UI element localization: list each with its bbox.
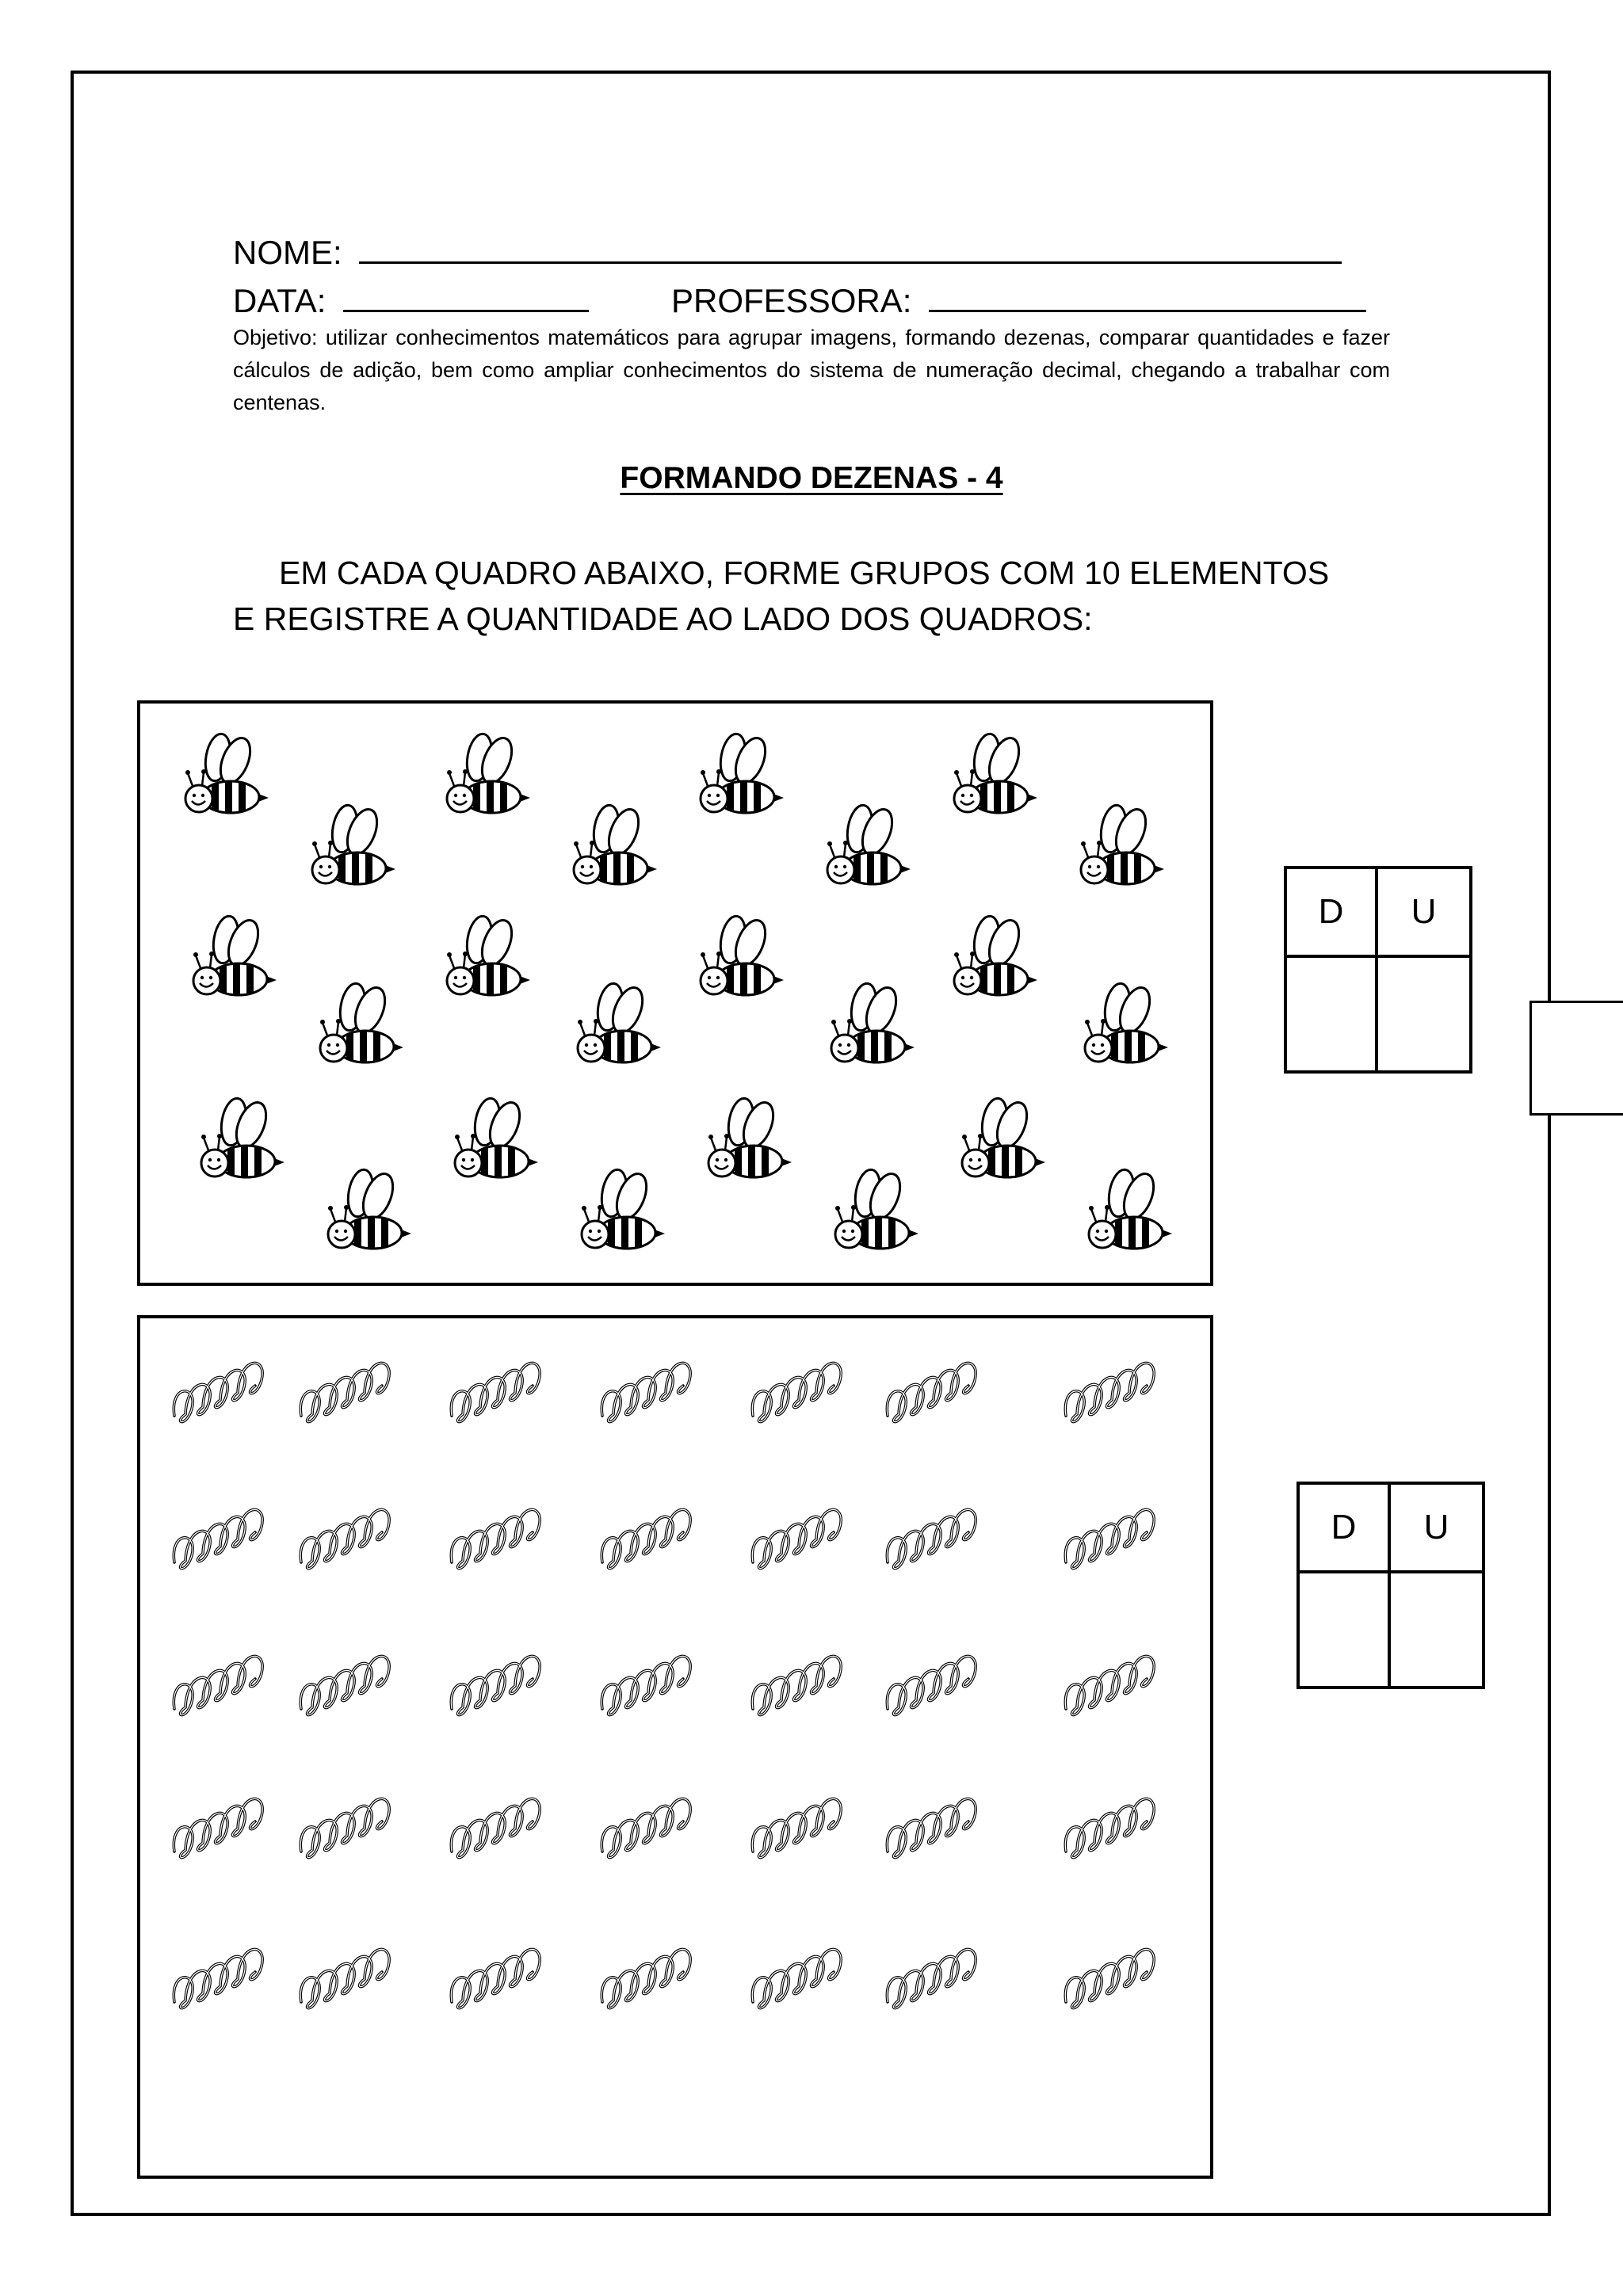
spring-icon <box>601 1949 690 2008</box>
worksheet-title-text: FORMANDO DEZENAS - 4 <box>620 461 1003 495</box>
spring-icon <box>752 1949 841 2008</box>
units-header: U <box>1391 1485 1482 1573</box>
spring-icon <box>1065 1949 1154 2008</box>
bee-icon <box>447 914 530 998</box>
spring-icon <box>174 1798 262 1857</box>
objective-text: Objetivo: utilizar conhecimentos matemáticos para agrupar imagens, formando dezenas, comparar quantidades e fazer cálculos de adição, bem como ampliar conhecimentos do sistema de numeração decimal, chegando a trabalhar com centenas. <box>233 326 1390 414</box>
bee-icon <box>962 1097 1045 1180</box>
bee-icon <box>574 803 657 887</box>
spring-icon <box>300 1949 389 2008</box>
spring-icon <box>451 1798 540 1857</box>
units-header: U <box>1378 869 1469 958</box>
spring-icon <box>601 1363 690 1421</box>
spring-icon <box>174 1949 262 2008</box>
bee-icon <box>582 1168 665 1252</box>
spring-icon <box>451 1363 540 1421</box>
spring-icon <box>752 1363 841 1421</box>
tens-answer-cell[interactable] <box>1300 1573 1391 1686</box>
spring-icon <box>300 1656 389 1714</box>
spring-icon <box>451 1949 540 2008</box>
bee-group <box>140 704 1210 1283</box>
name-label: NOME: <box>233 234 342 271</box>
bee-icon <box>954 914 1037 998</box>
worksheet-title <box>233 461 1390 496</box>
spring-icon <box>752 1798 841 1857</box>
spring-icon <box>601 1509 690 1568</box>
units-answer-cell[interactable] <box>1391 1573 1482 1686</box>
bee-icon <box>827 803 911 887</box>
spring-icon <box>174 1363 262 1421</box>
spring-icon <box>300 1363 389 1421</box>
bee-icon <box>831 982 915 1066</box>
spring-icon <box>752 1509 841 1568</box>
date-field <box>233 281 589 321</box>
side-tab <box>1529 1001 1623 1116</box>
bee-icon <box>312 803 395 887</box>
tens-header: D <box>1287 869 1378 958</box>
bee-icon <box>954 732 1037 816</box>
spring-icon <box>1065 1363 1154 1421</box>
bee-icon <box>185 732 269 816</box>
instructions-line-2: E REGISTRE A QUANTIDADE AO LADO DOS QUADROS: <box>233 601 1093 637</box>
spring-icon <box>174 1656 262 1714</box>
spring-icon <box>451 1509 540 1568</box>
spring-icon <box>887 1798 976 1857</box>
bee-icon <box>701 732 784 816</box>
bee-icon <box>201 1097 285 1180</box>
spring-icon <box>887 1949 976 2008</box>
spring-group <box>140 1318 1210 2176</box>
instructions-line-1: EM CADA QUADRO ABAIXO, FORME GRUPOS COM 10 ELEMENTOS <box>279 555 1330 591</box>
spring-icon <box>887 1656 976 1714</box>
bee-icon <box>1085 982 1168 1066</box>
bee-icon <box>708 1097 792 1180</box>
units-answer-cell[interactable] <box>1378 958 1469 1070</box>
name-line[interactable] <box>359 235 1342 264</box>
tens-answer-cell[interactable] <box>1287 958 1378 1070</box>
bee-icon <box>1081 803 1164 887</box>
spring-icon <box>1065 1656 1154 1714</box>
spring-icon <box>1065 1509 1154 1568</box>
spring-icon <box>451 1656 540 1714</box>
bee-icon <box>320 982 403 1066</box>
bee-icon <box>835 1168 918 1252</box>
bee-icon <box>1089 1168 1172 1252</box>
teacher-field <box>671 281 1366 321</box>
bee-icon <box>701 914 784 998</box>
teacher-label: PROFESSORA: <box>671 282 912 319</box>
bee-icon <box>193 914 277 998</box>
bee-icon <box>447 732 530 816</box>
place-value-box-2 <box>1296 1482 1485 1689</box>
spring-icon <box>300 1798 389 1857</box>
spring-icon <box>601 1656 690 1714</box>
bee-icon <box>578 982 661 1066</box>
bee-icon <box>328 1168 411 1252</box>
spring-icon <box>887 1363 976 1421</box>
place-value-box-1 <box>1284 866 1472 1074</box>
spring-icon <box>174 1509 262 1568</box>
spring-counting-box[interactable] <box>137 1315 1213 2179</box>
spring-icon <box>887 1509 976 1568</box>
teacher-line[interactable] <box>929 283 1366 312</box>
tens-header: D <box>1300 1485 1391 1573</box>
spring-icon <box>1065 1798 1154 1857</box>
bee-icon <box>455 1097 538 1180</box>
date-label: DATA: <box>233 282 327 319</box>
name-field <box>233 233 1342 273</box>
spring-icon <box>601 1798 690 1857</box>
spring-icon <box>752 1656 841 1714</box>
date-line[interactable] <box>343 283 589 312</box>
spring-icon <box>300 1509 389 1568</box>
bee-counting-box[interactable] <box>137 700 1213 1286</box>
